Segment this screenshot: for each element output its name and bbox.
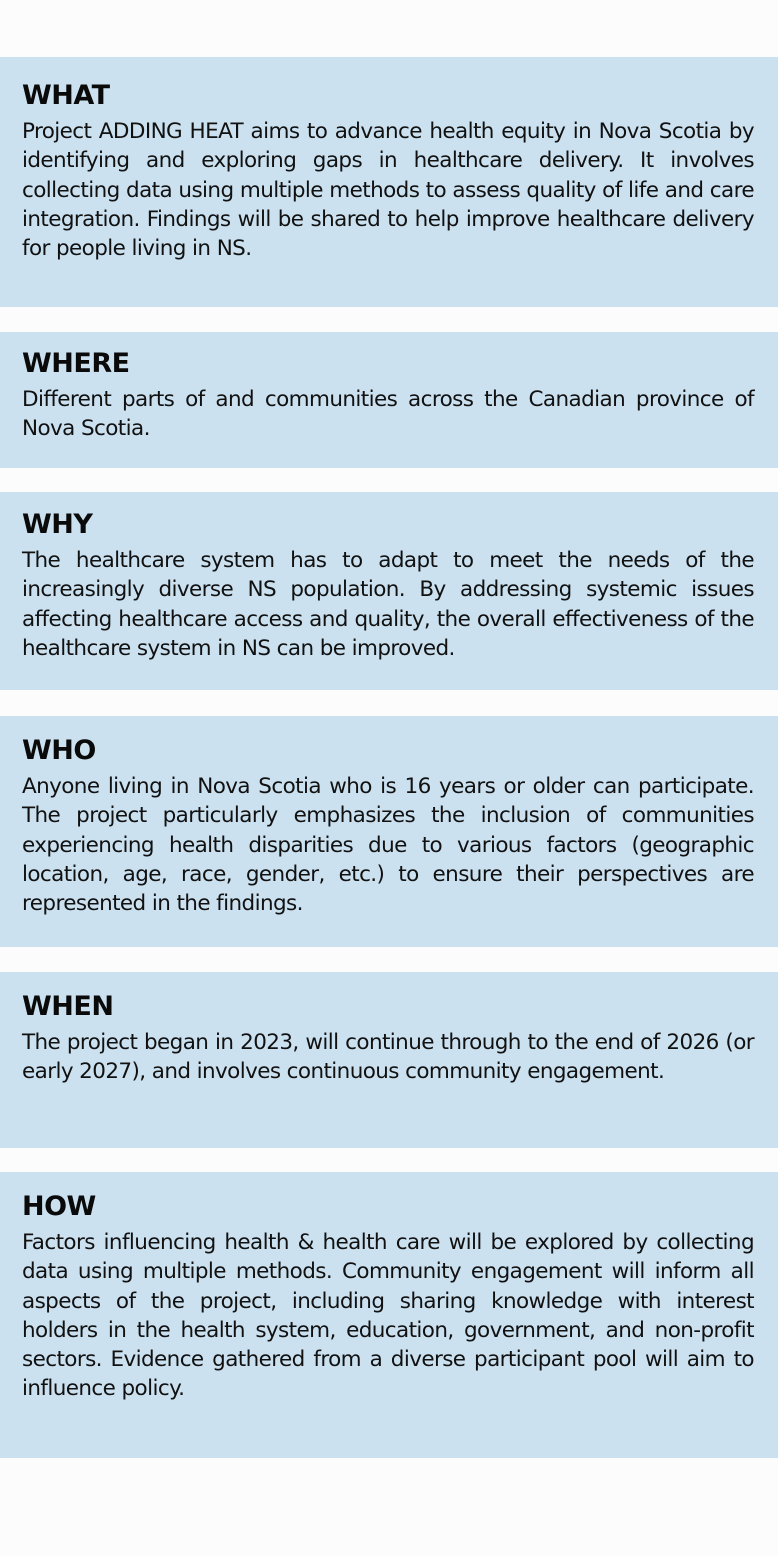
section-why — [0, 492, 778, 690]
section-where — [0, 332, 778, 468]
section-what — [0, 57, 778, 307]
section-body-why: The healthcare system has to adapt to meet the needs of the increasingly diverse NS population. By addressing systemic issues affecting healthcare access and quality, the overall effectiveness of the healthcare system in NS can be improved. — [22, 548, 754, 661]
section-heading-what: WHAT — [22, 80, 110, 111]
section-heading-how: HOW — [22, 1191, 96, 1222]
section-heading-where: WHERE — [22, 348, 130, 379]
section-body-when: The project began in 2023, will continue through to the end of 2026 (or early 2027), and involves continuous community engagement. — [22, 1030, 754, 1085]
section-body-what: Project ADDING HEAT aims to advance health equity in Nova Scotia by identifying and exploring gaps in healthcare delivery. It involves collecting data using multiple methods to assess quality of life and care integration. Findings will be shared to help improve healthcare delivery for people living in NS. — [22, 119, 754, 262]
section-heading-when: WHEN — [22, 991, 114, 1022]
section-how — [0, 1172, 778, 1458]
section-when — [0, 972, 778, 1148]
section-body-where: Different parts of and communities across the Canadian province of Nova Scotia. — [22, 387, 754, 442]
section-body-who: Anyone living in Nova Scotia who is 16 years or older can participate. The project particularly emphasizes the inclusion of communities experiencing health disparities due to various factors (geographic location, age, race, gender, etc.) to ensure their perspectives are represented in the findings. — [22, 774, 754, 917]
section-body-how: Factors influencing health & health care will be explored by collecting data using multiple methods. Community engagement will inform all aspects of the project, including sharing knowledge with interest holders in the health system, education, government, and non-profit sectors. Evidence gathered from a diverse participant pool will aim to influence policy. — [22, 1230, 754, 1402]
section-heading-who: WHO — [22, 735, 96, 766]
section-who — [0, 716, 778, 947]
section-heading-why: WHY — [22, 509, 93, 540]
